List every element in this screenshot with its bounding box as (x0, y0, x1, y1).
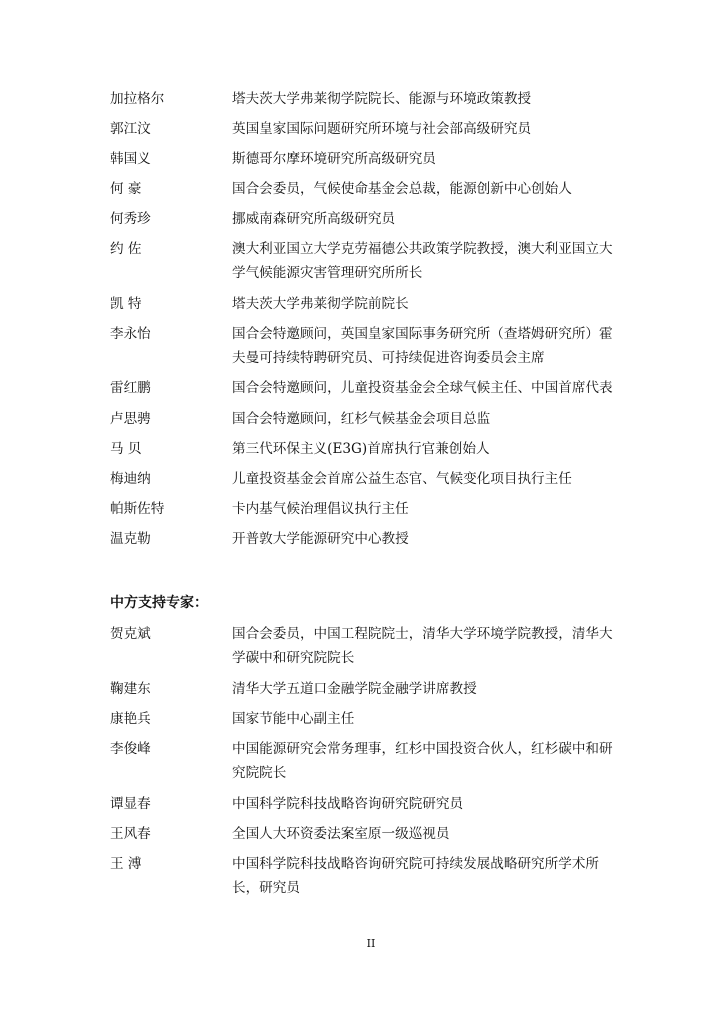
expert-title: 英国皇家国际问题研究所环境与社会部高级研究员 (232, 121, 532, 137)
expert-row (110, 527, 630, 551)
expert-row (110, 852, 630, 900)
expert-title: 中国能源研究会常务理事，红杉中国投资合伙人，红杉碳中和研究院院长 (232, 741, 613, 781)
expert-row (110, 792, 630, 816)
expert-title: 中国科学院科技战略咨询研究院可持续发展战略研究所学术所长，研究员 (232, 856, 600, 896)
expert-name: 郭江汶 (110, 121, 151, 137)
expert-row (110, 207, 630, 231)
expert-title: 国合会特邀顾问，红杉气候基金会项目总监 (232, 411, 491, 427)
expert-row (110, 497, 630, 521)
expert-name: 约 佐 (110, 241, 142, 257)
expert-name: 马 贝 (110, 441, 142, 457)
expert-row (110, 177, 630, 201)
expert-title: 国合会委员，气候使命基金会总裁，能源创新中心创始人 (232, 181, 572, 197)
chinese-experts-list (110, 622, 630, 900)
expert-name: 康艳兵 (110, 711, 151, 727)
expert-title: 塔夫茨大学弗莱彻学院院长、能源与环境政策教授 (232, 91, 532, 107)
expert-title: 挪威南森研究所高级研究员 (232, 211, 396, 227)
expert-row (110, 822, 630, 846)
expert-title: 澳大利亚国立大学克劳福德公共政策学院教授，澳大利亚国立大学气候能源灾害管理研究所所长 (232, 241, 613, 281)
expert-title: 清华大学五道口金融学院金融学讲席教授 (232, 681, 477, 697)
expert-name: 加拉格尔 (110, 91, 165, 107)
expert-name: 何秀珍 (110, 211, 151, 227)
expert-title: 塔夫茨大学弗莱彻学院前院长 (232, 296, 409, 312)
expert-title: 国家节能中心副主任 (232, 711, 355, 727)
expert-name: 李俊峰 (110, 741, 151, 757)
expert-name: 雷红鹏 (110, 380, 151, 396)
expert-name: 鞠建东 (110, 681, 151, 697)
section-heading: 中方支持专家： (110, 595, 208, 611)
expert-title: 中国科学院科技战略咨询研究院研究员 (232, 796, 464, 812)
expert-title: 斯德哥尔摩环境研究所高级研究员 (232, 151, 436, 167)
expert-name: 梅迪纳 (110, 471, 151, 487)
expert-row (110, 322, 630, 370)
expert-row (110, 437, 630, 461)
expert-name: 卢思骋 (110, 411, 151, 427)
expert-title: 第三代环保主义(E3G)首席执行官兼创始人 (232, 441, 490, 457)
expert-row (110, 237, 630, 285)
expert-row (110, 737, 630, 785)
expert-name: 李永怡 (110, 326, 151, 342)
expert-row (110, 376, 630, 400)
expert-title: 开普敦大学能源研究中心教授 (232, 531, 409, 547)
expert-name: 凯 特 (110, 296, 142, 312)
expert-name: 王 溥 (110, 856, 142, 872)
expert-row (110, 147, 630, 171)
expert-name: 贺克斌 (110, 626, 151, 642)
expert-row (110, 87, 630, 111)
expert-row (110, 467, 630, 491)
page-number: II (366, 937, 376, 950)
expert-title: 国合会委员，中国工程院院士，清华大学环境学院教授，清华大学碳中和研究院院长 (232, 626, 613, 666)
expert-name: 帕斯佐特 (110, 501, 165, 517)
expert-name: 何 豪 (110, 181, 142, 197)
expert-row (110, 622, 630, 670)
expert-row (110, 407, 630, 431)
expert-title: 国合会特邀顾问，英国皇家国际事务研究所（查塔姆研究所）霍夫曼可持续特聘研究员、可持续促进咨询委员会主席 (232, 326, 613, 366)
expert-title: 卡内基气候治理倡议执行主任 (232, 501, 409, 517)
expert-row (110, 292, 630, 316)
expert-name: 谭显春 (110, 796, 151, 812)
expert-title: 儿童投资基金会首席公益生态官、气候变化项目执行主任 (232, 471, 572, 487)
expert-name: 王风春 (110, 826, 151, 842)
expert-name: 温克勒 (110, 531, 151, 547)
expert-row (110, 117, 630, 141)
expert-title: 国合会特邀顾问，儿童投资基金会全球气候主任、中国首席代表 (232, 380, 613, 396)
expert-title: 全国人大环资委法案室原一级巡视员 (232, 826, 450, 842)
expert-row (110, 677, 630, 701)
expert-row (110, 707, 630, 731)
expert-name: 韩国义 (110, 151, 151, 167)
international-experts-list (110, 87, 630, 551)
